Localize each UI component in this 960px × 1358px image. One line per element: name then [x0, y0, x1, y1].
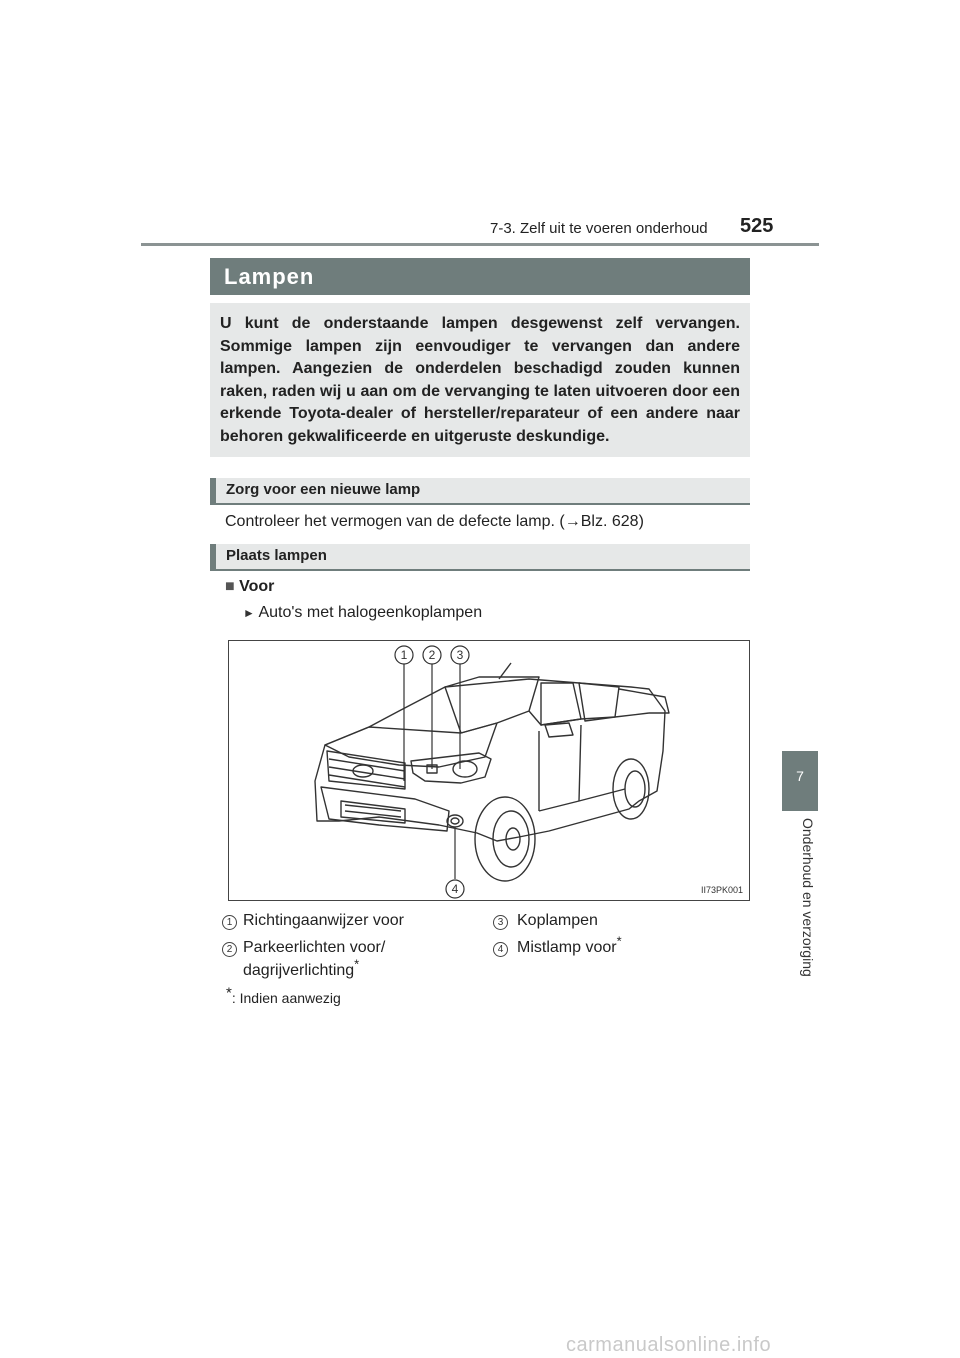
- halogen-subheading-text: Auto's met halogeenkoplampen: [258, 604, 483, 621]
- page-title: Lampen: [224, 264, 315, 289]
- legend-number: 4: [493, 942, 508, 957]
- chapter-title: Onderhoud en verzorging: [800, 818, 816, 977]
- subheading-new-lamp: [210, 478, 750, 505]
- pickup-truck-drawing: [229, 641, 749, 900]
- watermark: carmanualsonline.info: [566, 1334, 772, 1356]
- legend-text-drl: [243, 956, 360, 980]
- square-bullet-icon: ■: [225, 578, 235, 595]
- footnote: [226, 984, 341, 1006]
- figure-id: II73PK001: [700, 885, 743, 895]
- subheading-install-lamps: [210, 544, 750, 571]
- legend-number: 1: [222, 915, 237, 930]
- arrow-icon: →: [564, 513, 581, 530]
- callout-2-label: 2: [428, 648, 436, 662]
- callout-3-label: 3: [456, 648, 464, 662]
- lamp-check-text: [225, 513, 644, 531]
- callout-4-label: 4: [451, 882, 459, 896]
- subheading-marker: [210, 544, 216, 571]
- lamp-check-text-before: Controleer het vermogen van de defecte lamp. (: [225, 513, 565, 530]
- footnote-text: : Indien aanwezig: [231, 990, 341, 1006]
- footnote-asterisk: *: [226, 984, 232, 1002]
- asterisk-mark: *: [616, 933, 622, 949]
- front-heading: [225, 578, 274, 596]
- legend-text-drl-label: dagrijverlichting: [243, 962, 355, 979]
- legend-text-turn-signal: Richtingaanwijzer voor: [243, 912, 404, 929]
- asterisk-mark: *: [354, 956, 360, 972]
- intro-box: [210, 303, 750, 457]
- halogen-subheading: [243, 604, 482, 622]
- legend-text-headlamps: Koplampen: [517, 912, 598, 929]
- subheading-text: Zorg voor een nieuwe lamp: [226, 481, 421, 498]
- page-reference-link[interactable]: Blz. 628: [580, 513, 639, 530]
- subheading-marker: [210, 478, 216, 505]
- subheading-text: Plaats lampen: [226, 547, 327, 564]
- callout-1-label: 1: [400, 648, 408, 662]
- legend-number: 2: [222, 942, 237, 957]
- intro-text: U kunt de onderstaande lampen desgewenst zelf vervangen. Sommige lampen zijn eenvoudiger te vervangen dan andere lampen. Aangezien de onderdelen beschadigd zouden kunnen raken, raden wij u aan om de vervanging te laten uitvoeren door een erkende Toyota-dealer of hersteller/reparateur of een andere naar behoren gekwalificeerde en uitgeruste deskundige.: [220, 315, 740, 445]
- running-header-section: 7-3. Zelf uit te voeren onderhoud: [490, 220, 708, 237]
- lamp-check-text-after: ): [638, 513, 644, 530]
- triangle-marker-icon: ►: [243, 606, 255, 620]
- chapter-number: 7: [796, 768, 804, 784]
- header-rule: [141, 243, 819, 246]
- legend-text-parking-lights: Parkeerlichten voor/: [243, 939, 386, 956]
- truck-illustration: [228, 640, 750, 901]
- page-number: 525: [740, 215, 774, 237]
- legend-number: 3: [493, 915, 508, 930]
- legend-text-fog-lamp-label: Mistlamp voor: [517, 939, 617, 956]
- legend-text-fog-lamp: [517, 933, 622, 957]
- front-heading-text: Voor: [239, 578, 275, 595]
